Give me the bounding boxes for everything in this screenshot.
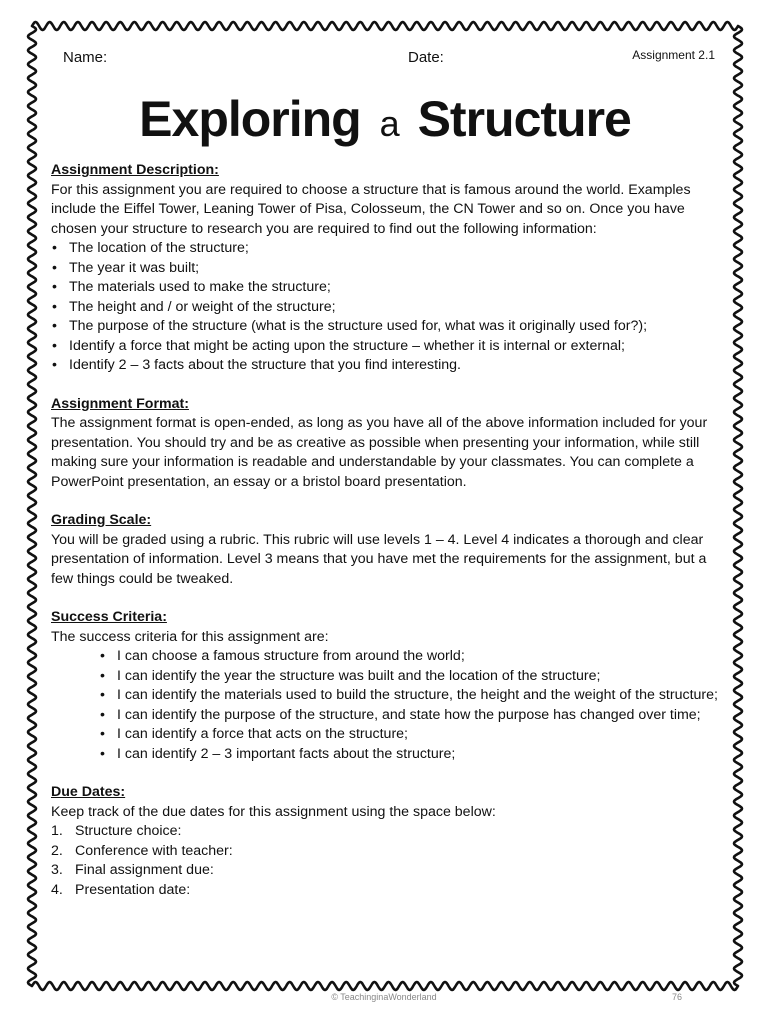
item-number: 4. (51, 881, 63, 898)
section-heading: Assignment Format: (51, 395, 189, 412)
assignment-number: Assignment 2.1 (632, 48, 715, 62)
list-item: • The purpose of the structure (what is the structure used for, what was it originally used for?); (51, 317, 719, 337)
section-heading: Grading Scale: (51, 512, 152, 528)
item-number: 1. (51, 823, 63, 839)
item-label: Conference with teacher: (75, 842, 233, 859)
page-number: 76 (672, 992, 683, 1002)
due-date-item (51, 881, 719, 901)
list-item: • The year it was built; (51, 259, 719, 279)
item-number: 3. (51, 862, 63, 878)
assignment-description-section (51, 161, 719, 376)
due-dates-list (51, 822, 719, 900)
date-label: Date: (408, 49, 444, 66)
due-date-item (51, 842, 719, 862)
header-row (51, 44, 719, 74)
list-item: • The materials used to make the structure; (51, 278, 719, 298)
section-heading: Success Criteria: (51, 609, 167, 625)
list-item: • Identify a force that might be acting upon the structure – whether it is internal or external; (51, 337, 719, 357)
list-item: • I can identify the materials used to build the structure, the height and the weight of the structure; (51, 686, 719, 706)
due-date-item (51, 861, 719, 881)
title-word-a: a (379, 103, 399, 144)
title-word-exploring: Exploring (139, 91, 361, 147)
list-item: • I can identify the purpose of the structure, and state how the purpose has changed over time; (51, 706, 719, 726)
name-label: Name: (63, 49, 108, 66)
section-heading: Due Dates: (51, 784, 126, 800)
item-label: Structure choice: (75, 823, 182, 839)
list-item: • The height and / or weight of the structure; (51, 298, 719, 318)
list-item: • Identify 2 – 3 facts about the structure that you find interesting. (51, 356, 719, 376)
list-item: • I can identify 2 – 3 important facts about the structure; (51, 745, 719, 765)
title-word-structure: Structure (417, 91, 631, 147)
footer (0, 992, 768, 1006)
item-number: 2. (51, 842, 63, 859)
worksheet-content (51, 44, 719, 919)
list-item: • I can choose a famous structure from around the world; (51, 647, 719, 667)
due-dates-section (51, 783, 719, 900)
list-item: • The location of the structure; (51, 239, 719, 259)
list-item: • I can identify a force that acts on the structure; (51, 725, 719, 745)
section-text: For this assignment you are required to choose a structure that is famous around the world. Examples include the Eiffel Tower, Leaning Tower of Pisa, Colosseum, the CN Tower and so on. Once you have chosen your structure to research you are required to find out the following information: (51, 181, 691, 237)
section-text: You will be graded using a rubric. This rubric will use levels 1 – 4. Level 4 indicates a thorough and clear presentation of information. Level 3 means that you have met the requirements for the assignment, but a few things could be tweaked. (51, 531, 707, 587)
list-item: • I can identify the year the structure was built and the location of the structure; (51, 667, 719, 687)
success-criteria-section (51, 608, 719, 764)
due-date-item (51, 822, 719, 842)
item-label: Final assignment due: (75, 862, 214, 878)
copyright-text: © TeachinginaWonderland (331, 992, 437, 1002)
assignment-format-section (51, 395, 719, 493)
requirements-list (51, 239, 719, 376)
success-criteria-list (51, 647, 719, 764)
grading-scale-section (51, 511, 719, 589)
section-text: Keep track of the due dates for this assignment using the space below: (51, 803, 496, 820)
item-label: Presentation date: (75, 881, 191, 898)
section-text: The success criteria for this assignment are: (51, 628, 329, 645)
section-heading: Assignment Description: (51, 162, 219, 178)
section-text: The assignment format is open-ended, as long as you have all of the above information included for your presentation. You should try and be as creative as possible when presenting your information, while still making sure your information is readable and understandable by your classmates. You can complete a PowerPoint presentation, an essay or a bristol board presentation. (51, 415, 708, 490)
page-title (51, 91, 719, 147)
